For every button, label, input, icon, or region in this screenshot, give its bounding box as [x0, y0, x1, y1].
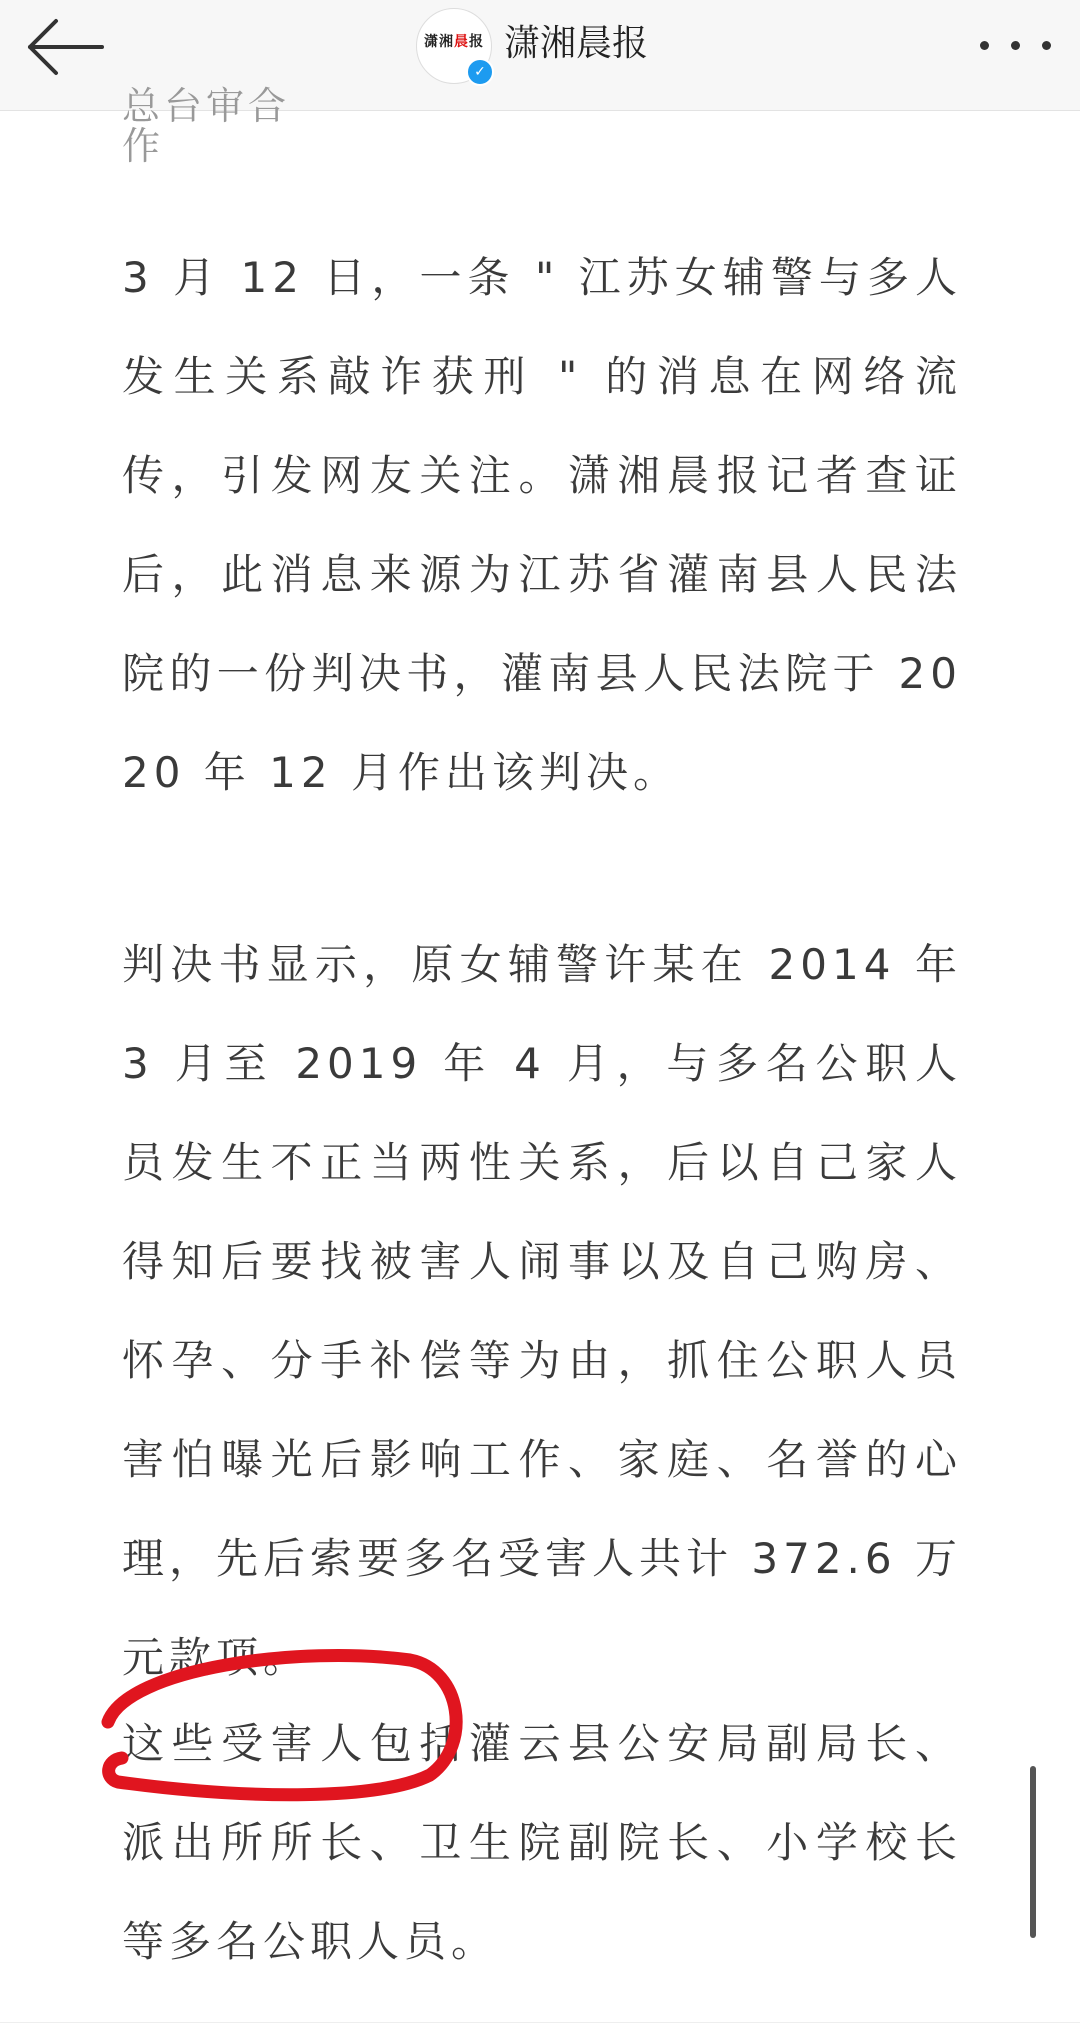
more-dot [1042, 41, 1051, 50]
article-paragraph-1: 3 月 12 日，一条 " 江苏女辅警与多人发生关系敲诈获刑 " 的消息在网络流传，引发网友关注。潇湘晨报记者查证后，此消息来源为江苏省灌南县人民法院的一份判决书，灌南县人民法院于 2020 年 12 月作出该判决。 [122, 253, 962, 797]
back-button[interactable] [22, 14, 112, 80]
bottom-divider [0, 2022, 1080, 2023]
more-dots-icon [980, 41, 989, 50]
verified-badge-icon: ✓ [466, 58, 494, 86]
cut-off-text-line [122, 78, 302, 168]
more-options-button[interactable] [976, 28, 1056, 62]
cut-off-text: 总台审合作 [122, 84, 291, 168]
back-arrow-icon [22, 14, 112, 80]
account-name[interactable]: 潇湘晨报 [504, 23, 649, 64]
avatar-logo-text: 潇湘晨报 [424, 34, 484, 50]
article-paragraph-3: 这些受害人包括灌云县公安局副局长、派出所所长、卫生院副院长、小学校长等多名公职人员。 [122, 1719, 962, 1966]
scrollbar[interactable] [1030, 1766, 1036, 1938]
more-dot [1011, 41, 1020, 50]
article-paragraph-2: 判决书显示，原女辅警许某在 2014 年 3 月至 2019 年 4 月，与多名公职人员发生不正当两性关系，后以自己家人得知后要找被害人闹事以及自己购房、怀孕、分手补偿等为由，抓住公职人员害怕曝光后影响工作、家庭、名誉的心理，先后索要多名受害人共计 372.6 万元款项。 [122, 940, 962, 1682]
